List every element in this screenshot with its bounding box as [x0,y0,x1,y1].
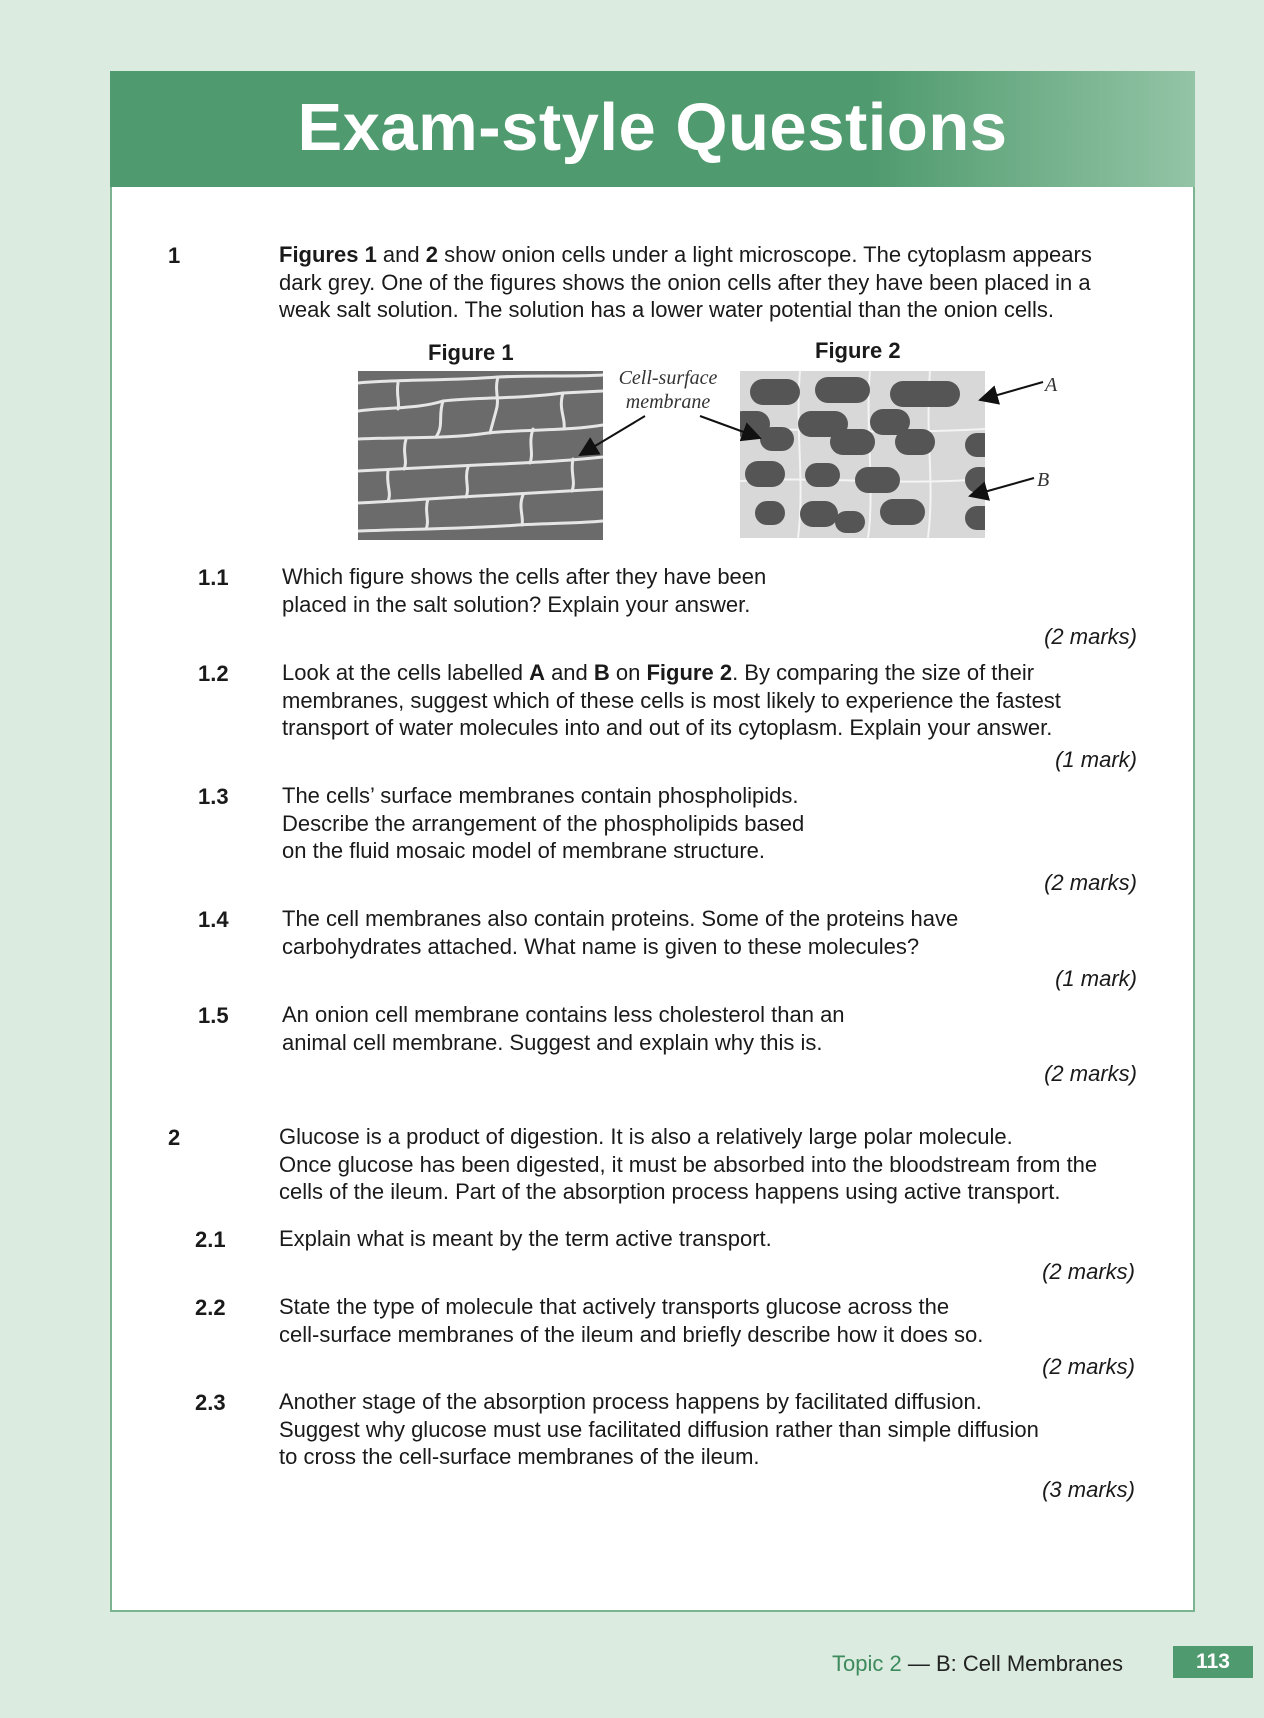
part-number: 1.2 [198,661,229,686]
marks: (1 mark) [1055,966,1137,991]
label-a: A [1045,374,1058,396]
part-text: Look at the cells labelled A and B on Figure 2. By comparing the size of their membranes, suggest which of these cells is most likely to experience the fastest transport of water molecules into and out of its cytoplasm. Explain your answer. [282,660,1061,740]
marks: (2 marks) [1042,1259,1135,1284]
footer-topic: Topic 2 — B: Cell Membranes [832,1651,1124,1676]
question-intro: Figures 1 and 2 show onion cells under a light microscope. The cytoplasm appears dark grey. One of the figures shows the onion cells after they have been placed in a weak salt solution. The solution has a lower water potential than the onion cells. [279,242,1092,322]
cell-surface-membrane-annotation: Cell-surface membrane [618,367,718,413]
page-number: 113 [1173,1646,1253,1678]
page-title: Exam-style Questions [297,89,1008,165]
question-number: 1 [168,243,181,268]
part-number: 2.3 [195,1390,226,1415]
part-text: Which figure shows the cells after they have been placed in the salt solution? Explain your answer. [282,564,767,617]
figure-2-caption: Figure 2 [815,338,901,363]
title-banner [110,71,1195,187]
marks: (3 marks) [1042,1477,1135,1502]
part-number: 1.4 [198,907,229,932]
question-number: 2 [168,1125,181,1150]
part-text: Another stage of the absorption process happens by facilitated diffusion. Suggest why glucose must use facilitated diffusion rather than simple diffusion to cross the cell-surface membranes of the ileum. [279,1389,1039,1469]
part-number: 2.1 [195,1227,226,1252]
question-intro: Glucose is a product of digestion. It is also a relatively large polar molecule. Once glucose has been digested, it must be absorbed into the bloodstream from the cells of the ileum. Part of the absorption process happens using active transport. [279,1124,1098,1204]
part-number: 2.2 [195,1295,226,1320]
part-text: State the type of molecule that actively transports glucose across the cell-surface membranes of the ileum and briefly describe how it does so. [279,1294,984,1347]
part-number: 1.3 [198,784,229,809]
part-number: 1.1 [198,565,229,590]
part-text: The cells’ surface membranes contain phospholipids. Describe the arrangement of the phospholipids based on the fluid mosaic model of membrane structure. [282,783,805,863]
marks: (2 marks) [1044,624,1137,649]
marks: (1 mark) [1055,747,1137,772]
part-number: 1.5 [198,1003,229,1028]
marks: (2 marks) [1044,870,1137,895]
marks: (2 marks) [1042,1354,1135,1379]
marks: (2 marks) [1044,1061,1137,1086]
label-b: B [1037,469,1050,491]
figure-1-caption: Figure 1 [428,340,514,365]
part-text: Explain what is meant by the term active transport. [279,1226,772,1251]
part-text: An onion cell membrane contains less cholesterol than an animal cell membrane. Suggest and explain why this is. [282,1002,845,1055]
part-text: The cell membranes also contain proteins. Some of the proteins have carbohydrates attached. What name is given to these molecules? [282,906,959,959]
